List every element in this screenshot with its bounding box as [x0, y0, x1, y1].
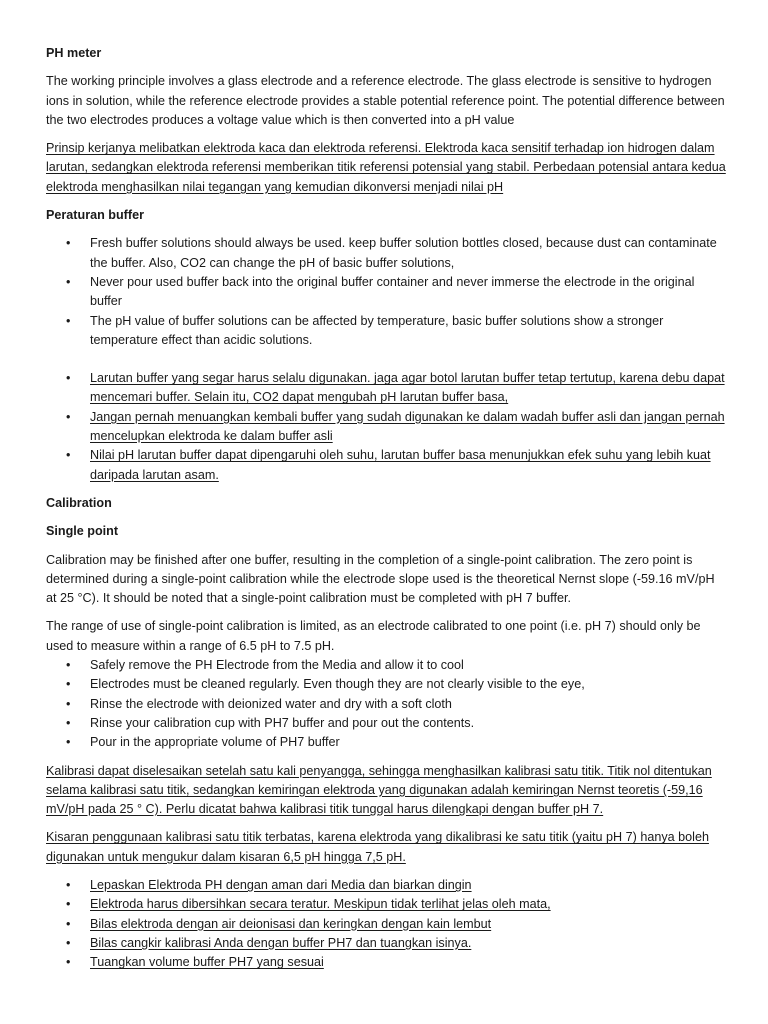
ph-meter-paragraph-en: The working principle involves a glass electrode and a reference electrode. The glass electrode is sensitive to hydrogen ions in solution, while the reference electrode provides a stable potential reference point. The potential difference between the two electrodes produces a voltage value which is then converted into a pH value: [46, 74, 725, 127]
single-point-paragraph-2-id: Kisaran penggunaan kalibrasi satu titik terbatas, karena elektroda yang dikalibrasi ke satu titik (yaitu pH 7) hanya boleh digunakan untuk mengukur dalam kisaran 6,5 pH hingga 7,5 pH.: [46, 830, 709, 864]
bullet-icon: •: [66, 409, 71, 424]
bullet-icon: •: [66, 696, 71, 711]
list-item: • Pour in the appropriate volume of PH7 buffer: [46, 733, 728, 752]
list-item: • Fresh buffer solutions should always be used. keep buffer solution bottles closed, because dust can contaminate the buffer. Also, CO2 can change the pH of basic buffer solutions,: [66, 236, 717, 270]
single-point-paragraph-1-en: Calibration may be finished after one buffer, resulting in the completion of a single-point calibration. The zero point is determined during a single-point calibration while the electrode slope used is the theoretical Nernst slope (-59.16 mV/pH at 25 °C). It should be noted that a single-point calibration must be completed with pH 7 buffer.: [46, 552, 715, 606]
bullet-icon: •: [66, 735, 71, 750]
bullet-icon: •: [66, 955, 71, 970]
buffer-rules-list-id: [46, 369, 728, 485]
bullet-icon: •: [66, 448, 71, 463]
bullet-icon: •: [66, 935, 71, 950]
bullet-icon: •: [66, 274, 71, 289]
bullet-icon: •: [66, 236, 71, 251]
list-item: • Bilas cangkir kalibrasi Anda dengan buffer PH7 dan tuangkan isinya.: [46, 934, 728, 953]
bullet-icon: •: [66, 677, 71, 692]
bullet-icon: •: [66, 658, 71, 673]
list-item: • Electrodes must be cleaned regularly. Even though they are not clearly visible to the eye,: [46, 675, 728, 694]
ph-meter-heading: PH meter: [46, 46, 102, 60]
bullet-icon: •: [66, 916, 71, 931]
list-item: • Tuangkan volume buffer PH7 yang sesuai: [46, 953, 728, 972]
list-item: • Nilai pH larutan buffer dapat dipengaruhi oleh suhu, larutan buffer basa menunjukkan efek suhu yang lebih kuat daripada larutan asam.: [66, 448, 711, 482]
list-item: • Never pour used buffer back into the original buffer container and never immerse the electrode in the original buffer: [66, 274, 695, 309]
bullet-icon: •: [66, 371, 71, 386]
list-item: • Rinse your calibration cup with PH7 buffer and pour out the contents.: [46, 714, 728, 733]
list-item: • Rinse the electrode with deionized water and dry with a soft cloth: [46, 695, 728, 714]
bullet-icon: •: [66, 715, 71, 730]
list-item: • Elektroda harus dibersihkan secara teratur. Meskipun tidak terlihat jelas oleh mata,: [46, 895, 728, 914]
list-item: • Jangan pernah menuangkan kembali buffer yang sudah digunakan ke dalam wadah buffer asli dan jangan pernah mencelupkan elektroda ke dalam buffer asli: [66, 409, 725, 444]
calibration-heading: Calibration: [46, 495, 112, 510]
bullet-icon: •: [66, 877, 71, 892]
calibration-steps-list-en: [46, 656, 728, 752]
calibration-steps-list-id: [46, 876, 728, 972]
ph-meter-paragraph-id: Prinsip kerjanya melibatkan elektroda kaca dan elektroda referensi. Elektroda kaca sensitif terhadap ion hidrogen dalam larutan, sedangkan elektroda referensi memberikan titik referensi potensial yang stabil. Perbedaan potensial antara kedua elektroda menghasilkan nilai tegangan yang kemudian dikonversi menjadi nilai pH: [46, 141, 726, 194]
buffer-rules-list-en: [46, 234, 728, 350]
single-point-heading: Single point: [46, 524, 119, 539]
bullet-icon: •: [66, 313, 71, 328]
list-item: • Safely remove the PH Electrode from the Media and allow it to cool: [46, 656, 728, 675]
single-point-paragraph-2-en: The range of use of single-point calibration is limited, as an electrode calibrated to one point (i.e. pH 7) should only be used to measure within a range of 6.5 pH to 7.5 pH.: [46, 619, 701, 653]
list-item: • The pH value of buffer solutions can be affected by temperature, basic buffer solutions show a stronger temperature effect than acidic solutions.: [66, 313, 664, 347]
list-item: • Larutan buffer yang segar harus selalu digunakan. jaga agar botol larutan buffer tetap tertutup, karena debu dapat mencemari buffer. Selain itu, CO2 dapat mengubah pH larutan buffer basa,: [66, 371, 725, 405]
list-item: • Bilas elektroda dengan air deionisasi dan keringkan dengan kain lembut: [46, 915, 728, 934]
bullet-icon: •: [66, 897, 71, 912]
single-point-paragraph-1-id: Kalibrasi dapat diselesaikan setelah satu kali penyangga, sehingga menghasilkan kalibrasi satu titik. Titik nol ditentukan selama kalibrasi satu titik, sedangkan kemiringan elektroda yang digunakan adalah kemiringan Nernst teoretis (-59,16 mV/pH pada 25 ° C). Perlu dicatat bahwa kalibrasi titik tunggal harus dilengkapi dengan buffer pH 7.: [46, 763, 712, 817]
buffer-rules-heading: Peraturan buffer: [46, 208, 144, 223]
list-item: • Lepaskan Elektroda PH dengan aman dari Media dan biarkan dingin: [46, 876, 728, 895]
